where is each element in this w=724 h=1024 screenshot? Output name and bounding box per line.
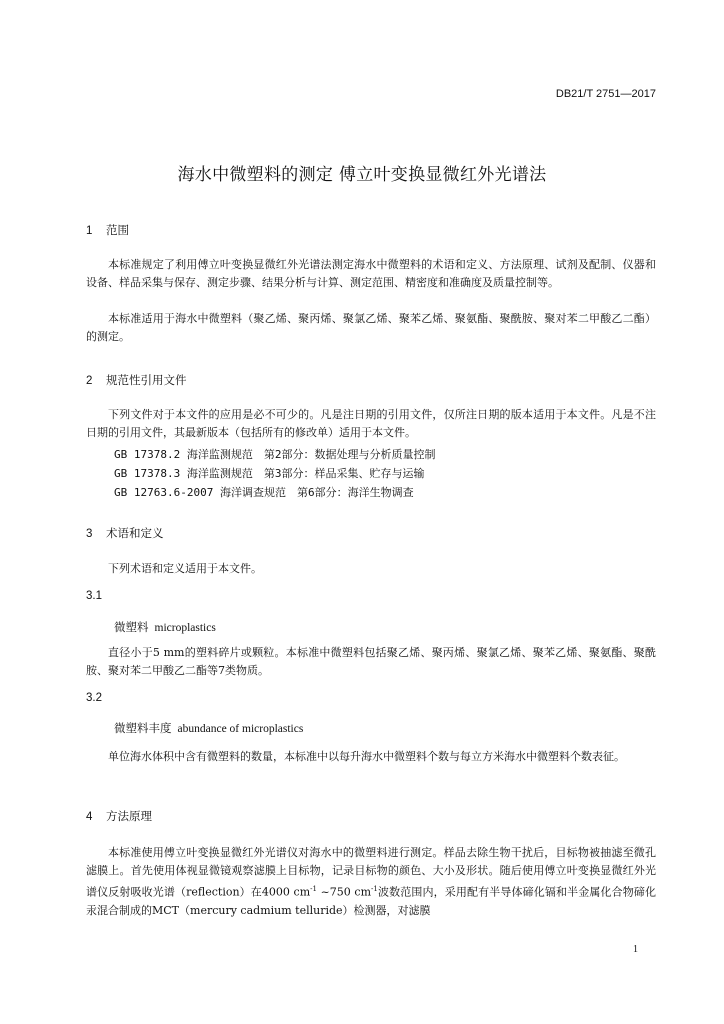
reference-item: GB 17378.2 海洋监测规范 第2部分：数据处理与分析质量控制 (114, 448, 436, 461)
section-3-heading (86, 525, 164, 541)
section-2-paragraph-1: 下列文件对于本文件的应用是必不可少的。凡是注日期的引用文件，仅所注日期的版本适用于本文件。凡是不注日期的引用文件，其最新版本（包括所有的修改单）适用于本文件。 (86, 408, 656, 439)
section-3-paragraph-1: 下列术语和定义适用于本文件。 (108, 562, 262, 575)
term-3-2-definition: 单位海水体积中含有微塑料的数量，本标准中以每升海水中微塑料个数与每立方米海水中微塑料个数表征。 (108, 750, 625, 763)
term-3-1-number: 3.1 (86, 590, 102, 602)
reference-item: GB 17378.3 海洋监测规范 第3部分：样品采集、贮存与运输 (114, 467, 425, 480)
superscript: -1 (371, 885, 378, 893)
term-3-2-chinese: 微塑料丰度 (114, 721, 172, 735)
section-3-number: 3 (86, 528, 93, 540)
term-3-2 (114, 720, 303, 736)
section-3-title: 术语和定义 (106, 526, 164, 540)
section-1-heading (86, 222, 129, 238)
section-4-text-part-1: 本标准使用傅立叶变换显微红外光谱仪对海水中的微塑料进行测定。样品去除生物干扰后，目标物被抽滤至微孔滤膜上。首先使用体视显微镜观察滤膜上目标物，记录目标物的颜色、大小及形状。随后使用傅立叶变换显微红外光谱仪反射吸收光谱（reflection）在4000 cm (86, 846, 656, 899)
standard-number: DB21/T 2751—2017 (555, 88, 656, 100)
section-4-title: 方法原理 (106, 809, 152, 823)
document-title: 海水中微塑料的测定 傅立叶变换显微红外光谱法 (177, 165, 547, 185)
section-2-title: 规范性引用文件 (106, 373, 187, 387)
section-4-number: 4 (86, 811, 93, 823)
section-1-paragraph-2: 本标准适用于海水中微塑料（聚乙烯、聚丙烯、聚氯乙烯、聚苯乙烯、聚氨酯、聚酰胺、聚对苯二甲酸乙二酯）的测定。 (86, 312, 656, 343)
term-3-1-chinese: 微塑料 (114, 620, 149, 634)
section-2-number: 2 (86, 375, 93, 387)
term-3-1 (114, 619, 216, 635)
superscript: -1 (310, 885, 317, 893)
term-3-1-definition: 直径小于5 mm的塑料碎片或颗粒。本标准中微塑料包括聚乙烯、聚丙烯、聚氯乙烯、聚苯乙烯、聚氨酯、聚酰胺、聚对苯二甲酸乙二酯等7类物质。 (86, 646, 656, 677)
term-3-2-english: abundance of microplastics (177, 723, 304, 735)
term-3-1-english: microplastics (154, 622, 216, 634)
section-4-text-part-3: 波数范围内，采用配有半导体碲化镉和半金属化合物碲化汞混合制成的MCT（mercury cadmium telluride）检测器，对滤膜 (86, 885, 657, 917)
term-3-2-number: 3.2 (86, 692, 102, 704)
section-4-heading (86, 808, 152, 824)
page-number: 1 (633, 944, 638, 955)
section-4-paragraph-1 (86, 844, 656, 920)
section-1-title: 范围 (106, 223, 129, 237)
section-2-heading (86, 372, 187, 388)
reference-item: GB 12763.6-2007 海洋调查规范 第6部分：海洋生物调查 (114, 486, 414, 499)
section-1-number: 1 (86, 225, 93, 237)
section-4-text-part-2: ~750 cm (316, 885, 372, 899)
section-1-paragraph-1: 本标准规定了利用傅立叶变换显微红外光谱法测定海水中微塑料的术语和定义、方法原理、试剂及配制、仪器和设备、样品采集与保存、测定步骤、结果分析与计算、测定范围、精密度和准确度及质量控制等。 (86, 258, 656, 289)
